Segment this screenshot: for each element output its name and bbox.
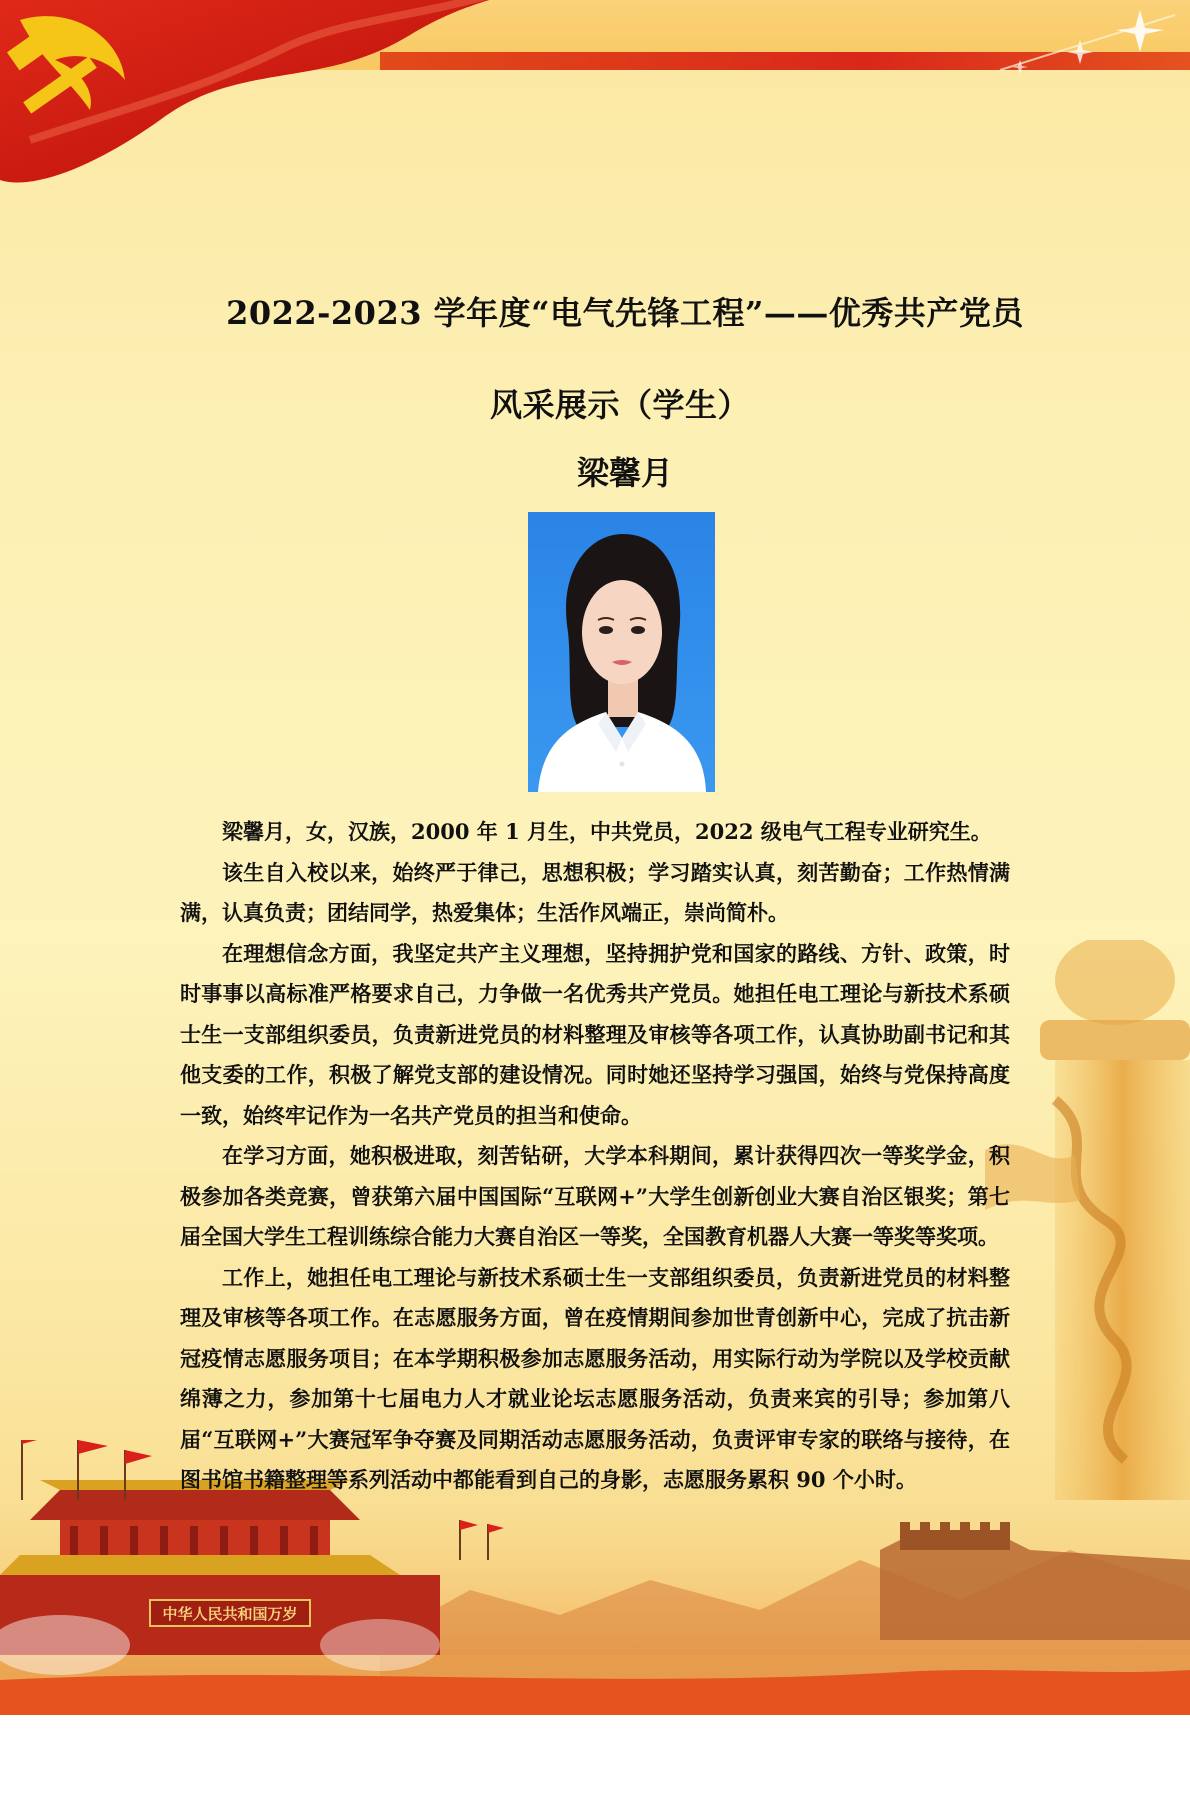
person-name: 梁馨月 (576, 454, 673, 492)
paragraph-study: 在学习方面，她积极进取，刻苦钻研，大学本科期间，累计获得四次一等奖学金，积极参加各类竞赛，曾获第六届中国国际“互联网+”大学生创新创业大赛自治区银奖；第七届全国大学生工程训练综合能力大赛自治区一等奖，全国教育机器人大赛一等奖等奖项。 (180, 1143, 1010, 1249)
paragraph-basic-info: 梁馨月，女，汉族，2000 年 1 月生，中共党员，2022 级电气工程专业研究生。 (222, 819, 992, 844)
hammer-sickle-icon (0, 0, 150, 130)
sparkle-stars-decoration (940, 0, 1180, 90)
huabiao-pillar-decoration (985, 940, 1190, 1500)
page-bottom-margin (0, 1715, 1190, 1801)
profile-body (180, 812, 1010, 1501)
portrait-photo (528, 512, 715, 792)
paragraph-work: 工作上，她担任电工理论与新技术系硕士生一支部组织委员，负责新进党员的材料整理及审核等各项工作。在志愿服务方面，曾在疫情期间参加世青创新中心，完成了抗击新冠疫情志愿服务项目；在本学期积极参加志愿服务活动，用实际行动为学院以及学校贡献绵薄之力，参加第十七届电力人才就业论坛志愿服务活动，负责来宾的引导；参加第八届“互联网+”大赛冠军争夺赛及同期活动志愿服务活动，负责评审专家的联络与接待，在图书馆书籍整理等系列活动中都能看到自己的身影，志愿服务累积 90 个小时。 (180, 1264, 1010, 1492)
paragraph-ideals: 在理想信念方面，我坚定共产主义理想，坚持拥护党和国家的路线、方针、政策，时时事事以高标准严格要求自己，力争做一名优秀共产党员。她担任电工理论与新技术系硕士生一支部组织委员，负责新进党员的材料整理及审核等各项工作，认真协助副书记和其他支委的工作，积极了解党支部的建设情况。同时她还坚持学习强国，始终与党保持高度一致，始终牢记作为一名共产党员的担当和使命。 (180, 940, 1010, 1128)
page-title-line1: 2022-2023 学年度“电气先锋工程”——优秀共产党员 (226, 294, 1024, 332)
page-title-line2: 风采展示（学生） (489, 386, 750, 424)
gate-banner-text: 中华人民共和国万岁 (162, 1605, 298, 1623)
paragraph-overview: 该生自入校以来，始终严于律己，思想积极；学习踏实认真，刻苦勤奋；工作热情满满，认真负责；团结同学，热爱集体；生活作风端正，崇尚简朴。 (180, 859, 1010, 925)
